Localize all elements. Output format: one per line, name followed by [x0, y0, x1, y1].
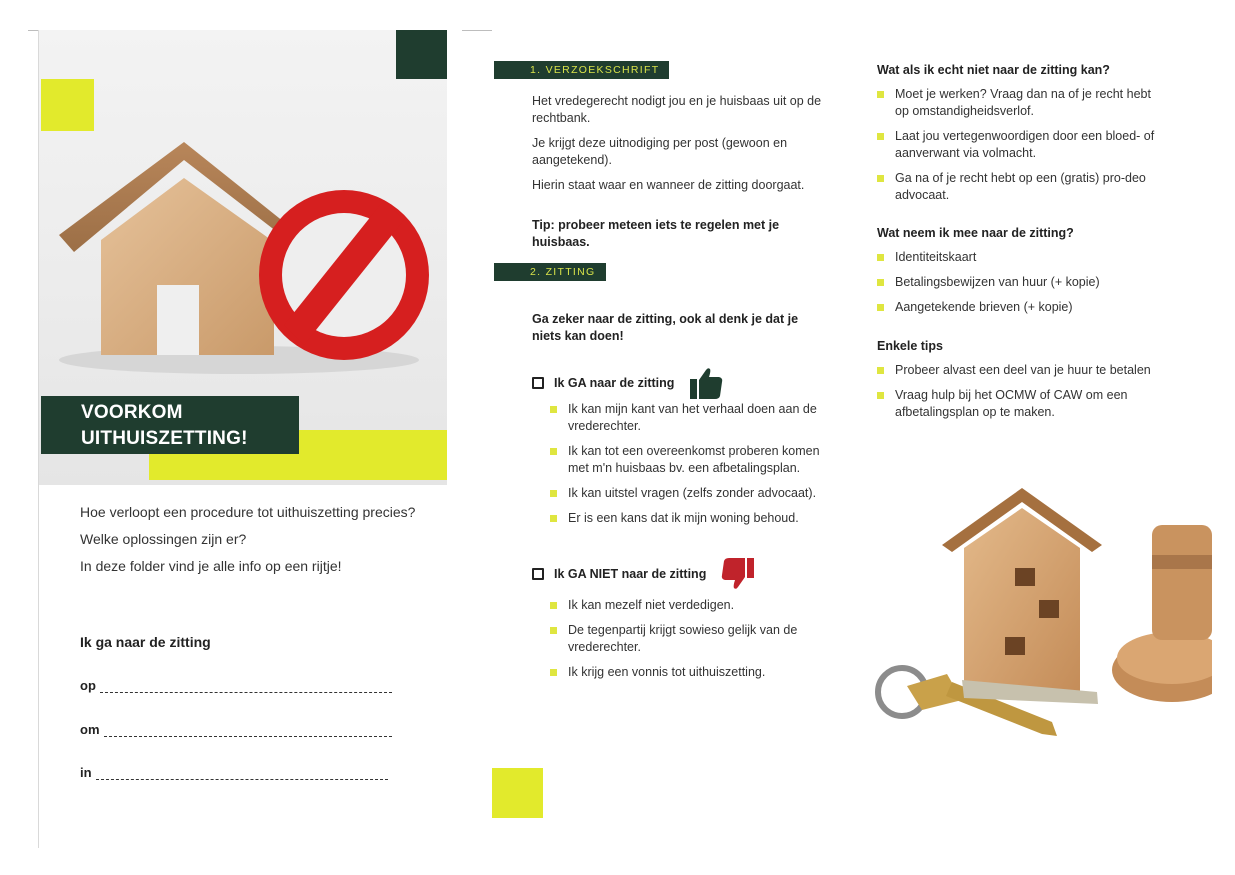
- house-keys-gavel-illustration: [852, 460, 1212, 790]
- field-label: om: [80, 722, 100, 737]
- item-text: Ik kan tot een overeenkomst proberen komen met m'n huisbaas bv. een afbetalingsplan.: [568, 444, 820, 475]
- bullet-square: [877, 133, 884, 140]
- section1-tip: Tip: probeer meteen iets te regelen met je huisbaas.: [532, 218, 780, 249]
- bullet-square: [877, 254, 884, 261]
- item-text: Betalingsbewijzen van huur (+ kopie): [895, 275, 1100, 289]
- option-go: [532, 365, 724, 401]
- field-label: in: [80, 765, 92, 780]
- list-item: [877, 362, 1162, 379]
- bullet-square: [550, 669, 557, 676]
- paragraph: Hierin staat waar en wanneer de zitting doorgaat.: [532, 178, 805, 192]
- list-item: [877, 274, 1162, 291]
- item-text: Laat jou vertegenwoordigen door een bloed- of aanverwant via volmacht.: [895, 129, 1155, 160]
- bullet-square: [550, 406, 557, 413]
- tips-list: [877, 362, 1162, 429]
- intro-line: Welke oplossingen zijn er?: [80, 531, 247, 547]
- bullet-square: [550, 602, 557, 609]
- option-nogo: [532, 556, 756, 592]
- fill-row-om: [80, 722, 392, 737]
- item-text: Probeer alvast een deel van je huur te betalen: [895, 363, 1151, 377]
- question-heading: Wat als ik echt niet naar de zitting kan?: [877, 63, 1110, 77]
- list-item: [877, 128, 1162, 162]
- fill-line[interactable]: [100, 682, 392, 693]
- bullet-square: [550, 627, 557, 634]
- list-item: [550, 622, 820, 656]
- bullet-square: [877, 279, 884, 286]
- list-item: [550, 664, 820, 681]
- item-text: De tegenpartij krijgt sowieso gelijk van de vrederechter.: [568, 623, 798, 654]
- list-item: [877, 170, 1162, 204]
- section-tag-verzoekschrift: 1. VERZOEKSCHRIFT: [494, 61, 669, 79]
- item-text: Ik kan mezelf niet verdedigen.: [568, 598, 735, 612]
- thumbs-down-icon: [720, 556, 756, 592]
- bullet-square: [550, 515, 557, 522]
- nogo-list: [550, 597, 820, 689]
- procedure-panel: [492, 30, 847, 820]
- section2-lead: Ga zeker naar de zitting, ook al denk je dat je niets kan doen!: [532, 312, 799, 343]
- list-item: [877, 299, 1162, 316]
- bullet-square: [550, 448, 557, 455]
- list-item: [550, 485, 820, 502]
- q2-list: [877, 249, 1162, 324]
- item-text: Ik kan mijn kant van het verhaal doen aan de vrederechter.: [568, 402, 817, 433]
- cover-title: [41, 396, 299, 454]
- fill-line[interactable]: [96, 769, 388, 780]
- bullet-square: [550, 490, 557, 497]
- bullet-square: [877, 175, 884, 182]
- corner-square: [396, 30, 447, 79]
- option-nogo-label: Ik GA NIET naar de zitting: [554, 567, 707, 581]
- fill-row-op: [80, 678, 392, 693]
- accent-square: [492, 768, 543, 818]
- item-text: Vraag hulp bij het OCMW of CAW om een afbetalingsplan op te maken.: [895, 388, 1128, 419]
- bullet-square: [877, 304, 884, 311]
- cover-panel: [38, 30, 447, 848]
- intro-line: Hoe verloopt een procedure tot uithuiszetting precies?: [80, 504, 416, 520]
- paragraph: Het vredegerecht nodigt jou en je huisbaas uit op de rechtbank.: [532, 94, 822, 125]
- bullet-square: [877, 91, 884, 98]
- section1-body: [532, 93, 822, 202]
- tips-heading: Enkele tips: [877, 339, 943, 353]
- option-go-label: Ik GA naar de zitting: [554, 376, 675, 390]
- item-text: Moet je werken? Vraag dan na of je recht hebt op omstandigheidsverlof.: [895, 87, 1151, 118]
- bullet-square: [877, 367, 884, 374]
- page-edge: [462, 30, 492, 31]
- list-item: [877, 249, 1162, 266]
- cover-title-line1: VOORKOM: [81, 402, 183, 423]
- item-text: Identiteitskaart: [895, 250, 977, 264]
- list-item: [550, 401, 820, 435]
- list-item: [550, 443, 820, 477]
- item-text: Er is een kans dat ik mijn woning behoud.: [568, 511, 799, 525]
- field-label: op: [80, 678, 96, 693]
- go-list: [550, 401, 820, 535]
- section-tag-zitting: 2. ZITTING: [494, 263, 606, 281]
- date-heading: Ik ga naar de zitting: [80, 634, 211, 650]
- accent-square: [41, 79, 94, 131]
- cover-title-line2: UITHUISZETTING!: [81, 428, 248, 449]
- list-item: [550, 597, 820, 614]
- cover-intro: [80, 499, 430, 580]
- item-text: Aangetekende brieven (+ kopie): [895, 300, 1073, 314]
- list-item: [877, 86, 1162, 120]
- thumbs-up-icon: [688, 365, 724, 401]
- fill-line[interactable]: [104, 726, 392, 737]
- item-text: Ik krijg een vonnis tot uithuiszetting.: [568, 665, 766, 679]
- q1-list: [877, 86, 1162, 212]
- item-text: Ik kan uitstel vragen (zelfs zonder advocaat).: [568, 486, 817, 500]
- intro-line: In deze folder vind je alle info op een rijtje!: [80, 558, 342, 574]
- info-panel: [852, 30, 1212, 830]
- checkbox[interactable]: [532, 377, 544, 389]
- list-item: [877, 387, 1162, 421]
- question-heading: Wat neem ik mee naar de zitting?: [877, 226, 1074, 240]
- fill-row-in: [80, 765, 388, 780]
- bullet-square: [877, 392, 884, 399]
- paragraph: Je krijgt deze uitnodiging per post (gewoon en aangetekend).: [532, 136, 788, 167]
- list-item: [550, 510, 820, 527]
- item-text: Ga na of je recht hebt op een (gratis) pro-deo advocaat.: [895, 171, 1146, 202]
- checkbox[interactable]: [532, 568, 544, 580]
